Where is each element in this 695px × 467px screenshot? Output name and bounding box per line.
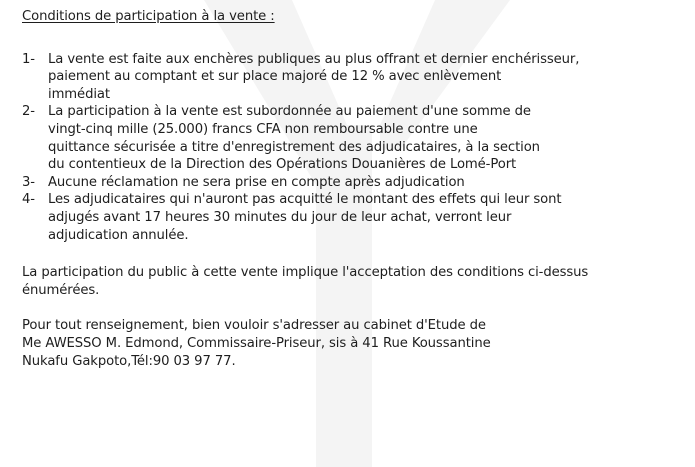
condition-text bbox=[48, 191, 682, 244]
condition-item-1 bbox=[22, 51, 682, 104]
text-line: immédiat bbox=[48, 86, 110, 102]
conditions-title: Conditions de participation à la vente : bbox=[22, 9, 275, 24]
text-line: Pour tout renseignement, bien vouloir s'adresser au cabinet d'Etude de bbox=[22, 318, 486, 334]
acceptance-paragraph bbox=[22, 264, 682, 299]
text-line: Aucune réclamation ne sera prise en compte après adjudication bbox=[48, 174, 465, 190]
condition-text bbox=[48, 174, 682, 192]
text-line: adjugés avant 17 heures 30 minutes du jour de leur achat, verront leur bbox=[48, 209, 512, 225]
condition-number: 1- bbox=[22, 51, 35, 67]
condition-item-4 bbox=[22, 191, 682, 244]
text-line: énumérées. bbox=[22, 282, 100, 298]
text-line: quittance sécurisée a titre d'enregistrement des adjudicataires, à la section bbox=[48, 139, 540, 155]
text-line: La participation du public à cette vente implique l'acceptation des conditions ci-dessus bbox=[22, 265, 589, 281]
text-line: adjudication annulée. bbox=[48, 227, 189, 243]
condition-number: 4- bbox=[22, 192, 35, 208]
contact-paragraph bbox=[22, 317, 582, 370]
condition-number: 3- bbox=[22, 174, 35, 190]
document-body bbox=[22, 8, 682, 370]
condition-text bbox=[48, 51, 682, 104]
conditions-list bbox=[22, 51, 682, 245]
text-line: La participation à la vente est subordonnée au paiement d'une somme de bbox=[48, 104, 531, 120]
condition-number: 2- bbox=[22, 104, 35, 120]
text-line: Nukafu Gakpoto,Tél:90 03 97 77. bbox=[22, 353, 236, 369]
text-line: Me AWESSO M. Edmond, Commissaire-Priseur, sis à 41 Rue Koussantine bbox=[22, 335, 491, 351]
condition-item-3 bbox=[22, 174, 682, 192]
text-line: La vente est faite aux enchères publiques au plus offrant et dernier enchérisseur, bbox=[48, 51, 580, 67]
condition-item-2 bbox=[22, 103, 682, 173]
text-line: paiement au comptant et sur place majoré de 12 % avec enlèvement bbox=[48, 69, 502, 85]
condition-text bbox=[48, 103, 682, 173]
text-line: vingt-cinq mille (25.000) francs CFA non remboursable contre une bbox=[48, 121, 478, 137]
text-line: Les adjudicataires qui n'auront pas acquitté le montant des effets qui leur sont bbox=[48, 192, 562, 208]
text-line: du contentieux de la Direction des Opérations Douanières de Lomé-Port bbox=[48, 157, 517, 173]
